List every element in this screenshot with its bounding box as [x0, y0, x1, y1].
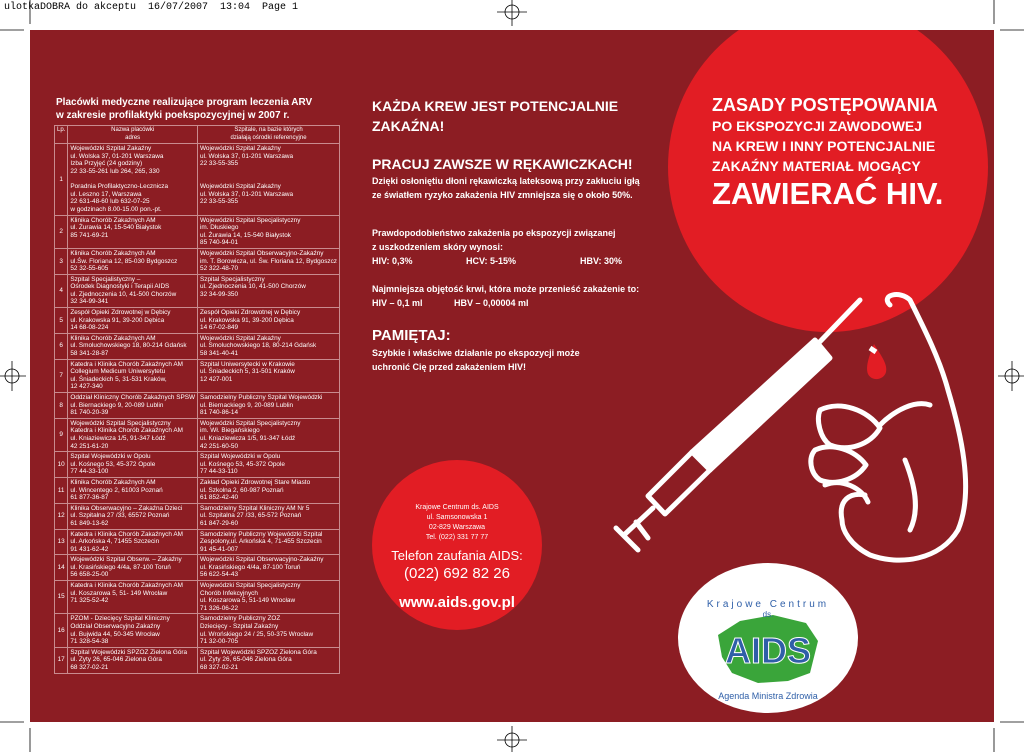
clinic-cell	[68, 333, 198, 359]
cell-line: ul. Biernackiego 9, 20-089 Lublin	[200, 401, 294, 409]
title-line-4: ZAKAŹNY MATERIAŁ MOGĄCY	[712, 158, 921, 174]
syringe-icon	[616, 300, 860, 550]
risk-text-2: z uszkodzeniem skóry wynosi:	[372, 242, 504, 252]
contact-street: ul. Samsonowska 1	[426, 514, 488, 521]
title-line-1: ZASADY POSTĘPOWANIA	[712, 95, 938, 115]
gloves-text-2: ze światłem ryzyko zakażenia HIV zmniejsza się o około 50%.	[372, 190, 633, 200]
cell-line: 61 849-13-62	[70, 519, 109, 527]
cell-line: 56 622-54-43	[200, 571, 239, 579]
cell-line: ul. Bujwida 44, 50-345 Wrocław	[70, 630, 160, 638]
cell-line: 22 33-55-355	[200, 160, 239, 168]
cell-line: Wojewódzki Szpital Specjalistyczny	[70, 419, 171, 427]
cell-line: Szpital Wojewódzki SPZOZ Zielona Góra	[70, 648, 188, 656]
cell-line: ul. Krasińskiego 4/4a, 87-100 Toruń	[70, 563, 171, 571]
cell-line: 71 325-52-42	[70, 597, 109, 605]
cell-line: 42 251-60-50	[200, 442, 239, 450]
row-number: 16	[55, 614, 68, 647]
table-row	[55, 477, 340, 503]
cell-line: ul. Szkolna 2, 60-987 Poznań	[200, 486, 284, 494]
cell-line: 32 34-99-350	[200, 290, 239, 298]
clinic-cell	[68, 393, 198, 419]
table-heading-line-1: Placówki medyczne realizujące program leczenia ARV	[56, 97, 313, 108]
cell-line: 81 740-86-14	[200, 409, 239, 417]
title-line-5: ZAWIERAĆ HIV.	[712, 176, 944, 211]
cell-line: Wojewódzki Szpital Specjalistyczny	[200, 216, 301, 224]
row-number: 6	[55, 333, 68, 359]
cell-line: Szpital Wojewódzki w Opolu	[70, 453, 151, 461]
cell-line: 91 45-41-007	[200, 545, 239, 553]
clinic-cell	[68, 452, 198, 478]
row-number: 9	[55, 418, 68, 451]
cell-line: ul. Kośnego 53, 45-372 Opole	[70, 460, 156, 468]
cell-line: ul. Wolska 37, 01-201 Warszawa	[70, 152, 164, 160]
cell-line: Klinika Chorób Zakaźnych AM	[70, 249, 156, 257]
table-row	[55, 452, 340, 478]
cell-line: Oddział Obserwacyjno Zakaźny	[70, 623, 161, 631]
cell-line: ul. Koszarowa 5, 51- 149 Wrocław	[70, 589, 168, 597]
table-row	[55, 581, 340, 614]
cell-line: Zakład Opieki Zdrowotnej Stare Miasto	[200, 478, 311, 486]
cell-line: ul. Arkońska 4, 71455 Szczecin	[70, 538, 160, 546]
cell-line: PZOM - Dziecięcy Szpital Kliniczny	[70, 615, 170, 623]
row-number: 11	[55, 477, 68, 503]
cell-line: 91 431-62-42	[70, 545, 109, 553]
hospital-cell	[198, 215, 340, 248]
cell-line: ul.Św. Floriana 12, 85-030 Bydgoszcz	[70, 257, 178, 265]
hospital-cell	[198, 333, 340, 359]
cell-line: Wojewódzki Szpital Obserwacyjno-Zakaźny	[200, 556, 324, 564]
row-number: 13	[55, 529, 68, 555]
risk-hcv: HCV: 5-15%	[466, 256, 517, 266]
hospital-cell	[198, 614, 340, 647]
clinic-cell	[68, 477, 198, 503]
cell-line: 81 740-20-39	[70, 409, 109, 417]
cell-line: ul. Wrońskiego 24 / 25, 50-375 Wrocław	[200, 630, 314, 638]
cell-line: ul. Zyty 26, 65-046 Zielona Góra	[200, 656, 292, 664]
headline-block	[372, 96, 672, 136]
cell-line: 22 33-55-355	[200, 198, 239, 206]
table-heading-line-2: w zakresie profilaktyki poekspozycyjnej w 2007 r.	[56, 110, 290, 121]
table-row	[55, 308, 340, 334]
print-slug: ulotkaDOBRA do akceptu 16/07/2007 13:04 Page 1	[4, 2, 299, 13]
cell-line: ul. Śniadeckich 5, 31-531 Kraków,	[70, 375, 167, 383]
cell-line: ul. Wolska 37, 01-201 Warszawa	[200, 190, 294, 198]
cell-line: Wojewódzki Szpital Specjalistyczny	[200, 582, 301, 590]
cell-line: Poradnia Profilaktyczno-Lecznicza	[70, 183, 169, 191]
cell-line: ul. Krakowska 91, 39-200 Dębica	[70, 316, 165, 324]
row-number: 7	[55, 359, 68, 392]
cell-line: Szpital Specjalistyczny	[200, 275, 265, 283]
cell-line: 52 322-48-70	[200, 265, 239, 273]
cell-line: Dziecięcy - Szpital Zakaźny	[200, 623, 279, 631]
cell-line: 85 741-69-21	[70, 231, 109, 239]
hospital-cell	[198, 418, 340, 451]
table-heading	[56, 96, 336, 122]
cell-line: ul. Leszno 17, Warszawa	[70, 190, 142, 198]
cell-line: Wojewódzki Szpital Zakaźny	[200, 334, 281, 342]
risk-hbv: HBV: 30%	[580, 256, 623, 266]
cell-line: 14 68-08-224	[70, 324, 109, 332]
leaflet-title	[712, 94, 943, 212]
row-number: 15	[55, 581, 68, 614]
col-hospital: Szpitale, na bazie których działają ośrodki referencyjne	[198, 126, 340, 144]
table-row	[55, 647, 340, 673]
cell-line: Katedra i Klinika Chorób Zakaźnych AM	[70, 360, 183, 368]
row-number: 5	[55, 308, 68, 334]
cell-line	[70, 176, 195, 184]
table-row	[55, 555, 340, 581]
row-number: 2	[55, 215, 68, 248]
cell-line: Wojewódzki Szpital Zakaźny	[200, 183, 281, 191]
cell-line: ul. Kniaziewicza 1/5, 91-347 Łódź	[200, 434, 296, 442]
cell-line: ul. Zjednoczenia 10, 41-500 Chorzów	[200, 283, 306, 291]
cell-line: Chorób Infekcyjnych	[200, 589, 258, 597]
cell-line: Zespół Opieki Zdrowotnej w Dębicy	[70, 309, 171, 317]
table-row	[55, 333, 340, 359]
gloves-block	[372, 154, 672, 202]
row-number: 4	[55, 274, 68, 307]
risk-hiv: HIV: 0,3%	[372, 256, 413, 266]
volume-hbv: HBV – 0,00004 ml	[454, 298, 529, 308]
cell-line: ul. Koszarowa 5, 51-149 Wrocław	[200, 597, 296, 605]
headline-line-1: KAŻDA KREW JEST POTENCJALNIE	[372, 98, 619, 114]
cell-line: Klinika Chorób Zakaźnych AM	[70, 478, 156, 486]
remember-text-1: Szybkie i właściwe działanie po ekspozycji może	[372, 348, 580, 358]
clinic-cell	[68, 359, 198, 392]
logo-wordmark: AIDS	[724, 630, 812, 671]
clinics-table	[54, 125, 340, 674]
cell-line	[200, 168, 337, 176]
cell-line: ul. Szpitalna 27 /33, 65-572 Poznań	[200, 512, 302, 520]
cell-line: Katedra i Klinika Chorób Zakaźnych AM	[70, 530, 183, 538]
clinic-cell	[68, 144, 198, 215]
cell-line: 12 427-340	[70, 383, 103, 391]
hospital-cell	[198, 308, 340, 334]
cell-line: 71 326-06-22	[200, 604, 239, 612]
cell-line: Samodzielny Szpital Kliniczny AM Nr 5	[200, 504, 310, 512]
cell-line: ul. Wolska 37, 01-201 Warszawa	[200, 152, 294, 160]
cell-line: ul. Smoluchowskiego 18, 80-214 Gdańsk	[200, 342, 317, 350]
row-number: 10	[55, 452, 68, 478]
cell-line: Szpital Wojewódzki w Opolu	[200, 453, 281, 461]
row-number: 3	[55, 248, 68, 274]
cell-line: Klinika Obserwacyjno – Zakaźna Dzieci	[70, 504, 183, 512]
cell-line: Samodzielny Publiczny Szpital Wojewódzki	[200, 394, 323, 401]
clinic-cell	[68, 215, 198, 248]
cell-line: ul. Biernackiego 9, 20-089 Lublin	[70, 401, 164, 409]
logo-ds: ds.	[762, 610, 774, 619]
cell-line: im. Dłuskiego	[200, 224, 239, 232]
cell-line: Katedra i Klinika Chorób Zakaźnych AM	[70, 427, 183, 435]
cell-line: 58 341-40-41	[200, 350, 239, 358]
cell-line	[200, 206, 337, 214]
hospital-cell	[198, 647, 340, 673]
cell-line: Ośrodek Diagnostyki i Terapii AIDS	[70, 283, 170, 291]
clinic-cell	[68, 274, 198, 307]
cell-line: Wojewódzki Szpital Specjalistyczny	[200, 419, 301, 427]
cell-line: ul. Wincentego 2, 61003 Poznań	[70, 486, 163, 494]
cell-line: Wojewódzki Szpital Obserwacyjno-Zakaźny	[200, 249, 324, 257]
cell-line: ul. Śniadeckich 5, 31-501 Kraków	[200, 368, 295, 376]
cell-line: ul. Kniaziewicza 1/5, 91-347 Łódź	[70, 434, 166, 442]
volume-text: Najmniejsza objętość krwi, która może przenieść zakażenie to:	[372, 284, 640, 294]
cell-line: Katedra i Klinika Chorób Zakaźnych AM	[70, 582, 183, 590]
clinic-cell	[68, 555, 198, 581]
hospital-cell	[198, 477, 340, 503]
leaflet-panel	[30, 30, 994, 722]
clinic-cell	[68, 248, 198, 274]
cell-line: 71 328-54-38	[70, 638, 109, 646]
hospital-cell	[198, 359, 340, 392]
remember-text-2: uchronić Cię przed zakażeniem HIV!	[372, 362, 527, 372]
website-link[interactable]: www.aids.gov.pl	[399, 594, 515, 611]
hospital-cell	[198, 393, 340, 419]
cell-line: ul. Krakowska 91, 39-200 Dębica	[200, 316, 294, 324]
table-row	[55, 393, 340, 419]
hotline-number[interactable]: (022) 692 82 26	[404, 565, 510, 582]
logo-arc-text: Krajowe Centrum	[706, 599, 830, 610]
row-number: 14	[55, 555, 68, 581]
col-lp: Lp.	[55, 126, 68, 144]
hotline	[372, 547, 542, 583]
table-row	[55, 248, 340, 274]
cell-line: im. T. Borowicza, ul. Św. Floriana 12, Bydgoszcz	[200, 257, 337, 265]
clinic-cell	[68, 308, 198, 334]
hospital-cell	[198, 274, 340, 307]
cell-line: Samodzielny Publiczny Wojewódzki Szpital	[200, 530, 323, 538]
hospital-cell	[198, 452, 340, 478]
cell-line: 14 67-02-849	[200, 324, 239, 332]
cell-line: Klinika Chorób Zakaźnych AM	[70, 216, 156, 224]
syringe-hand-illustration	[580, 260, 980, 570]
headline-line-2: ZAKAŹNA!	[372, 118, 445, 134]
cell-line: 12 427-001	[200, 375, 233, 383]
cell-line: 85 740-94-01	[200, 239, 239, 247]
cell-line: ul. Kośnego 53, 45-372 Opole	[200, 460, 285, 468]
cell-line: 68 327-02-21	[200, 664, 239, 671]
row-number: 8	[55, 393, 68, 419]
cell-line: 71 32-00-705	[200, 638, 239, 646]
cell-line: Zespolony,ul. Arkońska 4, 71-455 Szczecin	[200, 538, 322, 546]
remember-heading: PAMIĘTAJ:	[372, 327, 451, 344]
cell-line: Oddział Kliniczny Chorób Zakaźnych SPSW	[70, 394, 196, 401]
contact-city: 02-829 Warszawa	[428, 524, 486, 531]
table-row	[55, 274, 340, 307]
cell-line: Szpital Wojewódzki SPZOZ Zielona Góra	[200, 648, 317, 656]
clinic-cell	[68, 503, 198, 529]
logo-graphic	[678, 563, 858, 713]
title-line-3: NA KREW I INNY POTENCJALNIE	[712, 138, 936, 154]
hospital-cell	[198, 248, 340, 274]
cell-line: im. Wł. Biegańskiego	[200, 427, 260, 435]
cell-line: 77 44-33-100	[70, 468, 109, 476]
table-row	[55, 215, 340, 248]
clinic-cell	[68, 529, 198, 555]
cell-line: 56 658-25-00	[70, 571, 109, 579]
logo-caption: Agenda Ministra Zdrowia	[718, 691, 818, 701]
contact-tel: Tel. (022) 331 77 77	[425, 534, 489, 541]
risk-text-1: Prawdopodobieństwo zakażenia po ekspozycji związanej	[372, 228, 616, 238]
cell-line: ul. Zjednoczenia 10, 41-500 Chorzów	[70, 290, 177, 298]
cell-line: 61 847-29-60	[200, 519, 239, 527]
hand-icon	[811, 295, 966, 561]
hospital-cell	[198, 503, 340, 529]
cell-line: Wojewódzki Szpital Zakaźny	[200, 145, 281, 153]
cell-line: ul. Krasińskiego 4/4a, 87-100 Toruń	[200, 563, 301, 571]
cell-line: Zespół Opieki Zdrowotnej w Dębicy	[200, 309, 301, 317]
cell-line: Samodzielny Publiczny ZOZ	[200, 615, 281, 623]
row-number: 12	[55, 503, 68, 529]
col-name: Nazwa placówki adres	[68, 126, 198, 144]
cell-line: Szpital Specjalistyczny –	[70, 275, 141, 283]
cell-line: ul. Szpitalna 27 /33, 65572 Poznań	[70, 512, 170, 520]
cell-line: 22 33-55-261 lub 264, 265, 330	[70, 167, 160, 175]
cell-line: Szpital Uniwersytecki w Krakowie	[200, 360, 295, 368]
volume-hiv: HIV – 0,1 ml	[372, 298, 423, 308]
contact-address	[372, 503, 542, 543]
cell-line: ul. Zyty 26, 65-046 Zielona Góra	[70, 656, 162, 664]
table-row	[55, 359, 340, 392]
cell-line: 61 852-42-40	[200, 494, 239, 502]
cell-line: w godzinach 8.00-15.00 pon.-pt.	[70, 205, 162, 213]
cell-line: 58 341-28-87	[70, 350, 109, 358]
gloves-text-1: Dzięki osłoniętiu dłoni rękawiczką lateksową przy zakłuciu igłą	[372, 176, 640, 186]
cell-line: ul. Smoluchowskiego 18, 80-214 Gdańsk	[70, 342, 187, 350]
cell-line: 77 44-33-110	[200, 468, 238, 476]
gloves-heading: PRACUJ ZAWSZE W RĘKAWICZKACH!	[372, 156, 633, 172]
cell-line: Collegium Medicum Uniwersytetu	[70, 368, 166, 376]
clinic-cell	[68, 581, 198, 614]
cell-line	[200, 176, 337, 184]
cell-line: 32 34-99-341	[70, 298, 109, 306]
cell-line: ul. Żurawia 14, 15-540 Białystok	[70, 224, 162, 232]
table-row	[55, 144, 340, 215]
cell-line: Klinika Chorób Zakaźnych AM	[70, 334, 156, 342]
table-row	[55, 418, 340, 451]
cell-line: 52 32-55-605	[70, 265, 109, 273]
cell-line: 68 327-02-21	[70, 664, 109, 671]
cell-line: Wojewódzki Szpital Zakaźny	[70, 145, 152, 153]
hospital-cell	[198, 581, 340, 614]
hotline-label: Telefon zaufania AIDS:	[391, 548, 523, 563]
clinic-cell	[68, 418, 198, 451]
hospital-cell	[198, 555, 340, 581]
table-row	[55, 503, 340, 529]
row-number: 17	[55, 647, 68, 673]
cell-line: 61 877-36-87	[70, 494, 109, 502]
table-row	[55, 529, 340, 555]
hospital-cell	[198, 529, 340, 555]
cell-line: Wojewódzki Szpital Obserw. – Zakaźny	[70, 556, 182, 564]
clinic-cell	[68, 647, 198, 673]
hospital-cell	[198, 144, 340, 215]
cell-line: 22 631-48-60 lub 632-07-25	[70, 198, 150, 206]
cell-line: Izba Przyjęć (24 godziny)	[70, 160, 143, 168]
title-line-2: PO EKSPOZYCJI ZAWODOWEJ	[712, 118, 923, 134]
table-row	[55, 614, 340, 647]
clinic-cell	[68, 614, 198, 647]
cell-line: ul. Żurawia 14, 15-540 Białystok	[200, 231, 291, 239]
cell-line: 42 251-61-20	[70, 442, 109, 450]
row-number: 1	[55, 144, 68, 215]
contact-org: Krajowe Centrum ds. AIDS	[415, 504, 499, 511]
